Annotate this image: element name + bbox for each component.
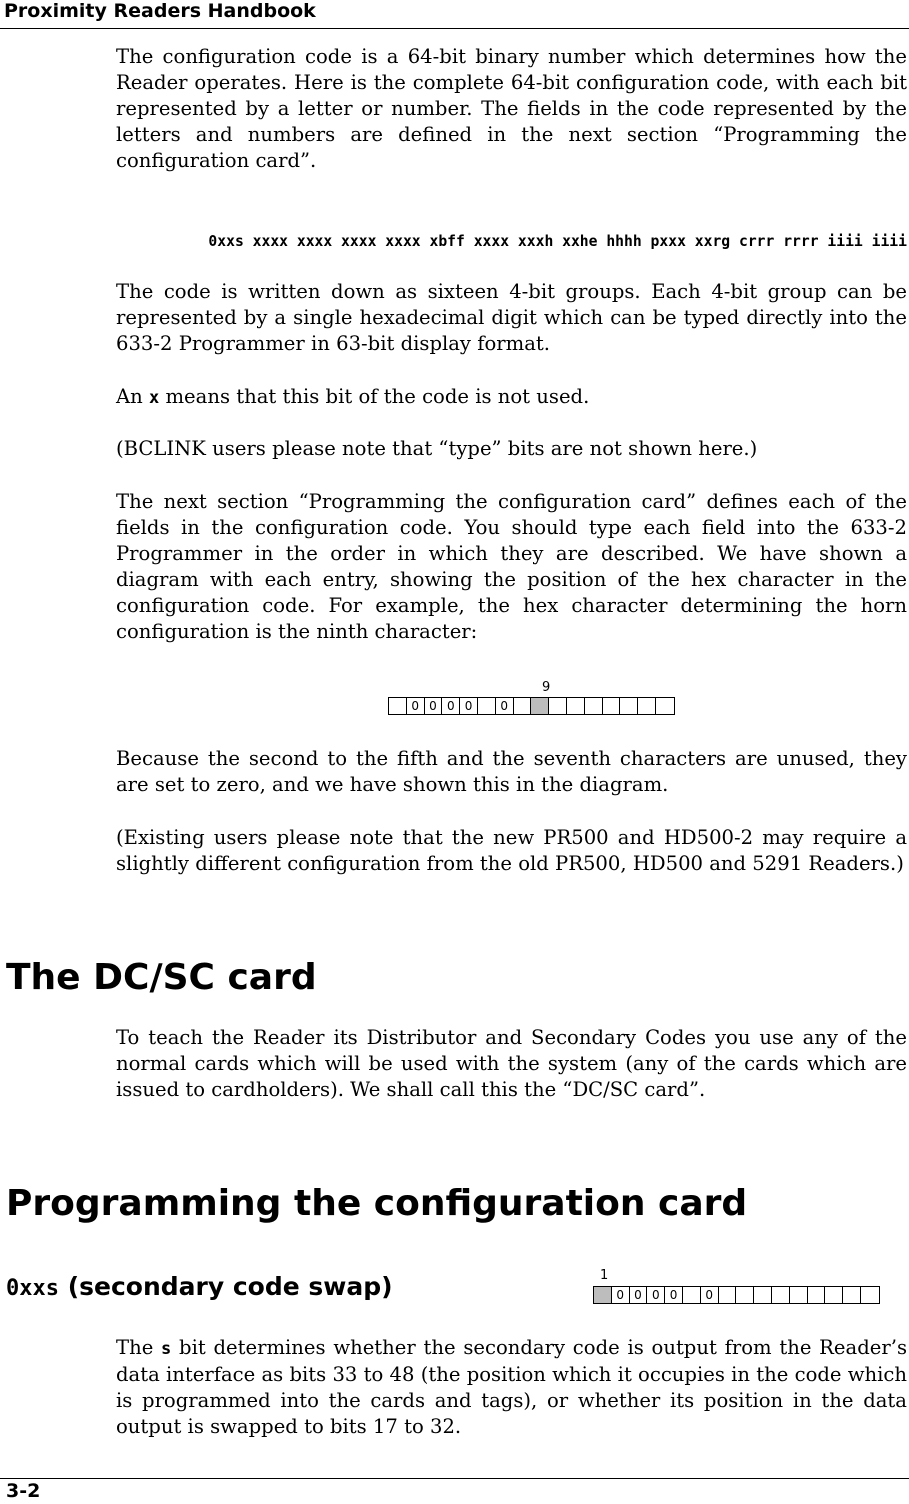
hex-position-cell: 0	[701, 1287, 719, 1303]
hex-position-cell: 0	[665, 1287, 683, 1303]
swap-position-diagram	[593, 1286, 880, 1304]
programming-heading: Programming the configuration card	[6, 1183, 748, 1224]
hex-position-cell	[843, 1287, 861, 1303]
zero-fill-paragraph: Because the second to the fifth and the seventh characters are unused, they are set to zero, and we have shown this in the diagram.	[116, 747, 907, 796]
hex-position-cell	[719, 1287, 737, 1303]
existing-users-note: (Existing users please note that the new PR500 and HD500-2 may require a slightly different configuration from the old PR500, HD500 and 5291 Readers.)	[116, 826, 907, 875]
hex-position-cell: 0	[647, 1287, 665, 1303]
hex-groups-paragraph: The code is written down as sixteen 4-bit groups. Each 4-bit group can be represented by a single hexadecimal digit which can be typed directly into the 633-2 Programmer in 63-bit display format.	[116, 280, 907, 355]
hex-position-cell	[861, 1287, 879, 1303]
unused-note-text: An	[116, 385, 149, 408]
hex-position-cell	[478, 698, 496, 714]
hex-position-cell	[772, 1287, 790, 1303]
config-code-line: 0xxs xxxx xxxx xxxx xxxx xbff xxxx xxxh xxhe hhhh pxxx xxrg crrr rrrr iiii iiii	[208, 233, 907, 250]
swap-position-label: 1	[600, 1268, 609, 1283]
hex-position-cell	[620, 698, 638, 714]
hex-position-cell: 0	[425, 698, 443, 714]
hex-position-cell	[656, 698, 674, 714]
hex-position-cell: 0	[612, 1287, 630, 1303]
hex-position-cell	[683, 1287, 701, 1303]
hex-position-cell: 0	[442, 698, 460, 714]
page-header	[0, 0, 909, 29]
hex-position-cell: 0	[630, 1287, 648, 1303]
page-footer	[0, 1478, 909, 1504]
swap-text-start: The	[116, 1336, 162, 1359]
swap-paragraph	[116, 1335, 907, 1440]
programming-order-paragraph: The next section “Programming the configuration card” defines each of the fields in the configuration code. You should type each field into the 633-2 Programmer in the order in which they are described. We have shown a diagram with each entry, showing the position of the hex character in the configuration code. For example, the hex character determining the horn configuration is the ninth character:	[116, 490, 907, 643]
hex-position-cell: 0	[496, 698, 514, 714]
swap-field-code: 0xxs	[6, 1276, 59, 1301]
page-number: 3-2	[6, 1480, 41, 1502]
bclink-note: (BCLINK users please note that “type” bits are not shown here.)	[116, 437, 758, 460]
hex-position-cell	[531, 698, 549, 714]
hex-position-cell	[549, 698, 567, 714]
unused-bit-note	[116, 384, 907, 411]
handbook-title: Proximity Readers Handbook	[4, 0, 316, 22]
unused-note-text-end: means that this bit of the code is not used.	[159, 385, 590, 408]
horn-position-label: 9	[542, 680, 551, 695]
dcsc-heading: The DC/SC card	[6, 957, 317, 998]
swap-bit-symbol: s	[161, 1339, 172, 1359]
hex-position-cell: 0	[460, 698, 478, 714]
hex-position-cell	[567, 698, 585, 714]
hex-position-cell	[514, 698, 532, 714]
intro-paragraph: The configuration code is a 64-bit binary number which determines how the Reader operates. Here is the complete 64-bit configuration code, with each bit represented by a letter or number. The fields in the code represented by the letters and numbers are defined in the next section “Programming the configuration card”.	[116, 45, 907, 172]
hex-position-cell	[754, 1287, 772, 1303]
dcsc-paragraph: To teach the Reader its Distributor and Secondary Codes you use any of the normal cards which will be used with the system (any of the cards which are issued to cardholders). We shall call this the “DC/SC card”.	[116, 1026, 907, 1101]
hex-position-cell	[594, 1287, 612, 1303]
hex-position-cell	[638, 698, 656, 714]
hex-position-cell	[808, 1287, 826, 1303]
hex-position-cell: 0	[407, 698, 425, 714]
hex-position-cell	[825, 1287, 843, 1303]
hex-position-cell	[585, 698, 603, 714]
hex-position-cell	[389, 698, 407, 714]
hex-position-cell	[603, 698, 621, 714]
swap-text-rest: bit determines whether the secondary code is output from the Reader’s data interface as bits 33 to 48 (the position which it occupies in the code which is programmed into the cards and tags), or whether its position in the data output is swapped to bits 17 to 32.	[116, 1336, 907, 1438]
hex-position-cell	[736, 1287, 754, 1303]
unused-bit-symbol: x	[149, 388, 160, 408]
horn-position-diagram	[388, 697, 675, 715]
hex-position-cell	[790, 1287, 808, 1303]
swap-field-title: (secondary code swap)	[58, 1272, 393, 1301]
secondary-code-swap-heading	[6, 1270, 393, 1306]
